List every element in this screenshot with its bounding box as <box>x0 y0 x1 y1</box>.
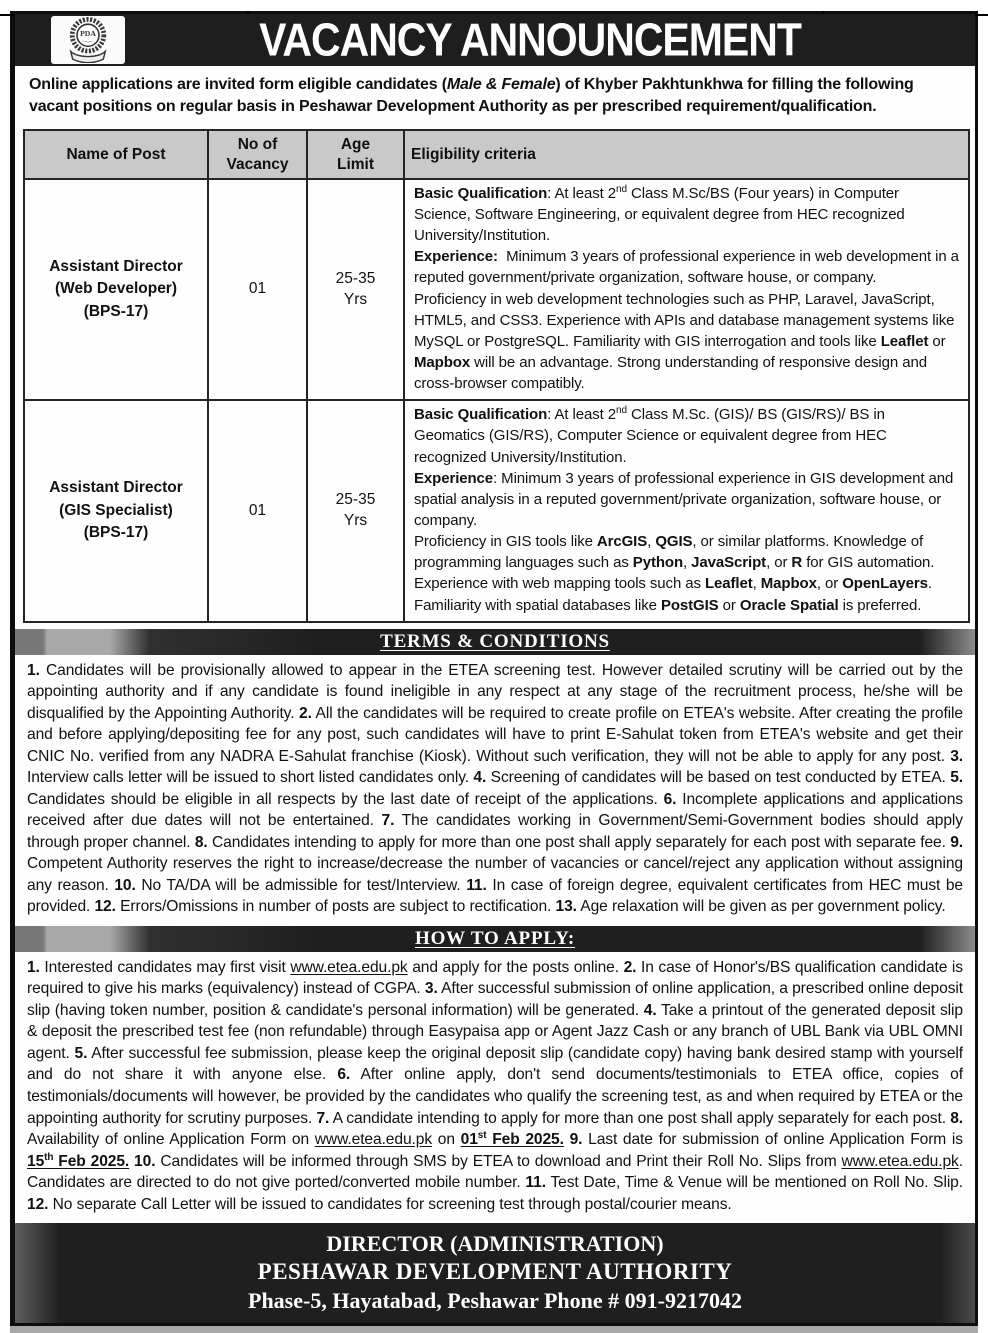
table-row-gis-specialist <box>24 400 969 621</box>
age-limit: 25-35 Yrs <box>307 400 404 621</box>
intro-paragraph: Online applications are invited form eligible candidates (Male & Female) of Khyber Pakhtunkhwa for filling the following vacant positions on regular basis in Peshawar Development Authority as per prescribed requirement/qualification. <box>29 76 914 116</box>
footer-director-line: DIRECTOR (ADMINISTRATION) <box>326 1231 664 1257</box>
vacancy-count: 01 <box>208 179 307 400</box>
vacancy-count: 01 <box>208 400 307 621</box>
footer-address-phone-line: Phase-5, Hayatabad, Peshawar Phone # 091-9217042 <box>248 1287 742 1313</box>
age-limit: 25-35 Yrs <box>307 179 404 400</box>
page-title: VACANCY ANNOUNCEMENT <box>259 13 801 66</box>
eligibility-criteria: Basic Qualification: At least 2nd Class M.Sc/BS (Four years) in Computer Science, Software Engineering, or equivalent degree from HEC recognized University/Institution. Experience: Minimum 3 years of professional experience in web development in a reputed government/private organization, software house, or company. Proficiency in web development technologies such as PHP, Laravel, JavaScript, HTML5, and CSS3. Experience with APIs and database management systems like MySQL or PostgreSQL. Familiarity with GIS interrogation and tools like Leaflet or Mapbox will be an advantage. Strong understanding of responsive design and cross-browser compatibly. <box>404 179 969 400</box>
col-header-age-limit: Age Limit <box>307 130 404 179</box>
terms-heading: TERMS & CONDITIONS <box>380 630 610 652</box>
footer-authority-line: PESHAWAR DEVELOPMENT AUTHORITY <box>257 1258 733 1284</box>
table-row-web-developer <box>24 179 969 400</box>
vacancy-table <box>23 129 970 623</box>
terms-text: 1. Candidates will be provisionally allowed to appear in the ETEA screening test. However detailed scrutiny will be carried out by the appointing authority and if any candidate is found ineligible in any respect at any stage of the recruitment process, he/she will be disqualified by the Appointing Authority. 2. All the candidates will be required to create profile on ETEA's website. After creating the profile and before applying/depositing fee for any post, such candidates will have to print E-Sahulat token from ETEA's website and get their CNIC No. verified from any NADRA E-Sahulat franchise (Kiosk). Without such verification, they will not be able to apply for any post. 3. Interview calls letter will be issued to short listed candidates only. 4. Screening of candidates will be based on test conducted by ETEA. 5. Candidates should be eligible in all respects by the last date of receipt of the applications. 6. Incomplete applications and applications received after due dates will not be entertained. 7. The candidates working in Government/Semi-Government bodies should apply through proper channel. 8. Candidates intending to apply for more than one post shall apply separately for each post with separate fee. 9. Competent Authority reserves the right to increase/decrease the number of vacancies or cancel/reject any application without assigning any reason. 10. No TA/DA will be admissible for test/Interview. 11. In case of foreign degree, equivalent certificates from HEC must be provided. 12. Errors/Omissions in number of posts are subject to rectification. 13. Age relaxation will be given as per government policy. <box>27 661 964 916</box>
how-to-apply-heading-bar <box>15 926 975 952</box>
vacancy-table-head <box>24 130 969 179</box>
terms-heading-bar <box>15 629 975 655</box>
col-header-no-of-vacancy: No of Vacancy <box>208 130 307 179</box>
post-name: Assistant Director (GIS Specialist) (BPS-17) <box>24 400 208 621</box>
svg-text:PDA: PDA <box>80 29 96 39</box>
vacancy-table-body <box>24 179 969 622</box>
eligibility-criteria: Basic Qualification: At least 2nd Class M.Sc. (GIS)/ BS (GIS/RS)/ BS in Geomatics (GIS/RS), Computer Science or equivalent degree from HEC recognized University/Institution. Experience: Minimum 3 years of professional experience in GIS development and spatial analysis in a reputed government/private organization, software house, or company. Proficiency in GIS tools like ArcGIS, QGIS, or similar platforms. Knowledge of programming languages such as Python, JavaScript, or R for GIS automation. Experience with web mapping tools such as Leaflet, Mapbox, or OpenLayers. Familiarity with spatial databases like PostGIS or Oracle Spatial is preferred. <box>404 400 969 621</box>
col-header-eligibility-criteria: Eligibility criteria <box>404 130 969 179</box>
how-to-apply-heading: HOW TO APPLY: <box>415 927 575 949</box>
header-row <box>24 130 969 179</box>
footer <box>15 1223 975 1323</box>
post-name: Assistant Director (Web Developer) (BPS-17) <box>24 179 208 400</box>
how-to-apply-text: 1. Interested candidates may first visit www.etea.edu.pk and apply for the posts online. 2. In case of Honor's/BS qualification candidate is required to give his marks (equivalency) instead of CGPA. 3. After successful submission of online application, a prescribed online deposit slip (having token number, position & candidate's personal information) will be generated. 4. Take a printout of the generated deposit slip & deposit the prescribed test fee (non refundable) through Easypaisa app or Agent Jazz Cash or any branch of UBL Bank via UBL OMNI agent. 5. After successful fee submission, please keep the original deposit slip (candidate copy) having bank desired stamp with yourself and do not share it with anyone else. 6. After online apply, don't send documents/testimonials to ETEA office, copies of testimonials/documents will however, be provided by the candidates who qualify the screening test, as and when required by ETEA or the appointing authority for scrutiny purposes. 7. A candidate intending to apply for more than one post shall apply separately for each post. 8. Availability of online Application Form on www.etea.edu.pk on 01st Feb 2025. 9. Last date for submission of online Application Form is 15th Feb 2025. 10. Candidates will be informed through SMS by ETEA to download and Print their Roll No. Slips from www.etea.edu.pk. Candidates are directed to do not give ported/converted mobile number. 11. Test Date, Time & Venue will be mentioned on Roll No. Slip. 12. No separate Call Letter will be issued to candidates for screening test through postal/courier means. <box>27 958 964 1213</box>
masthead <box>15 14 975 66</box>
col-header-name-of-post: Name of Post <box>24 130 208 179</box>
vacancy-announcement-ad <box>10 11 978 1326</box>
bottom-scan-strip <box>10 1326 978 1333</box>
